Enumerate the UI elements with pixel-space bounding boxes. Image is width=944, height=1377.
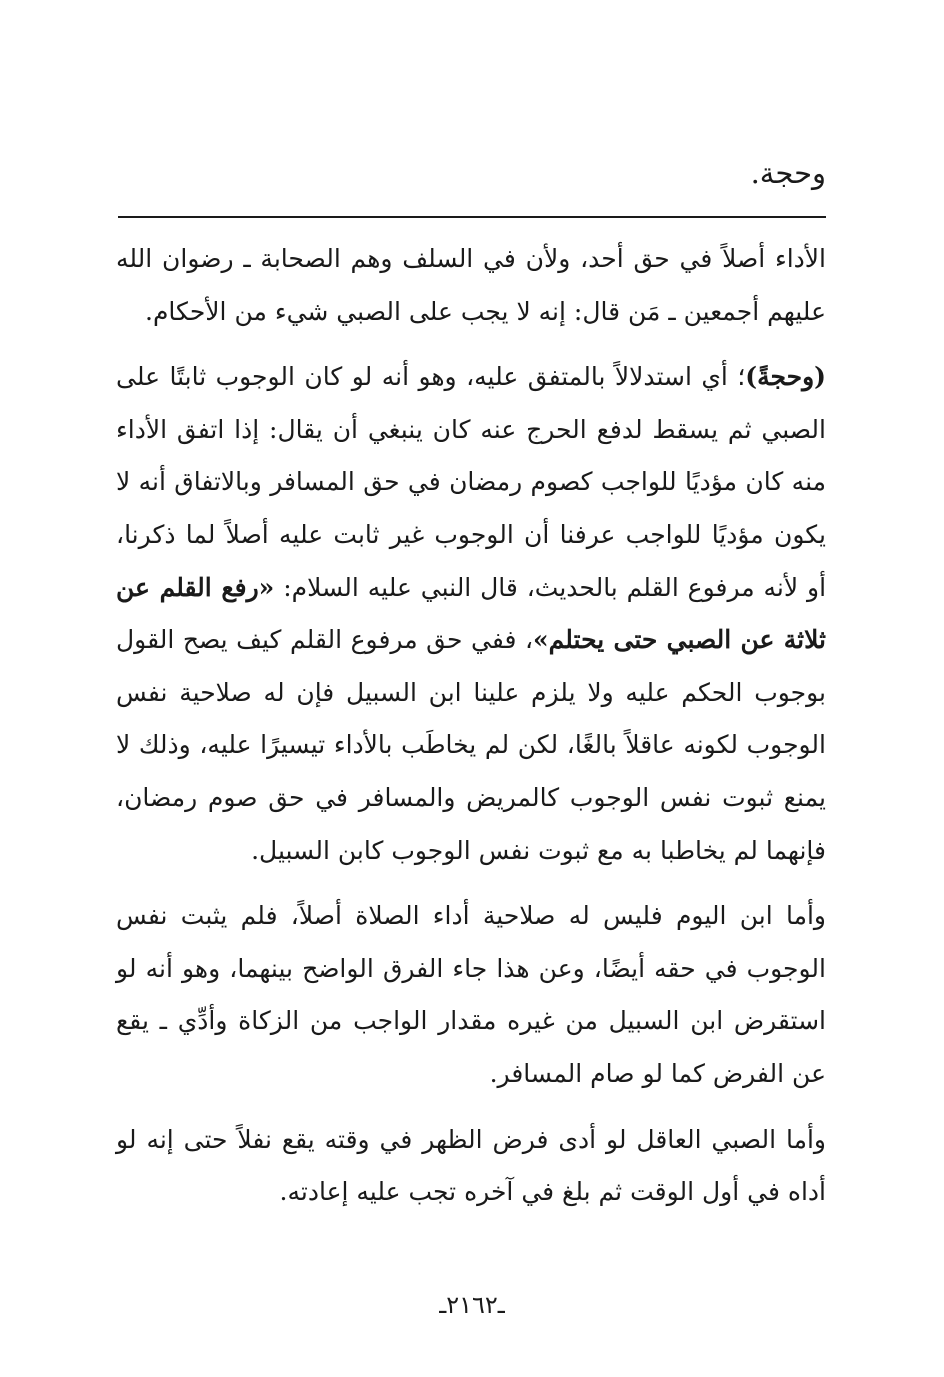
text-line: الصبي ثم يسقط لدفع الحرج عنه كان ينبغي أن يقال: إذا اتفق الأداء منه كان [116,414,827,497]
text-line: الوجوب في حقه أيضًا، وعن هذا جاء الفرق الواضح بينهما، وهو أنه لو [116,953,826,983]
paragraph-4 [116,1114,826,1219]
text-line: وأما الصبي العاقل لو أدى فرض الظهر في وقته يقع نفلاً حتى إنه لو أداه [116,1124,826,1207]
text-line: الأداء أصلاً في حق أحد، ولأن في السلف وهم الصحابة ـ رضوان الله عليهم [116,244,826,326]
text-line: ؛ أي استدلالاً بالمتفق عليه، وهو أنه لو كان الوجوب ثابتًا على [116,362,746,392]
text-line: بالحديث، قال النبي عليه السلام: [283,572,618,602]
paragraph-2 [116,351,826,877]
matn-text: وحجة. [750,156,826,190]
paragraph-1 [116,233,826,338]
hadith-quote: «رفع القلم عن ثلاثة عن الصبي حتى يحتلم» [116,572,826,655]
text-line: وأما ابن اليوم فليس له صلاحية أداء الصلاة أصلاً، فلم يثبت نفس [116,901,826,931]
page-number: ـ٢١٦٢ـ [439,1291,505,1319]
text-line: للواجب عرفنا أن الوجوب غير ثابت عليه أصلاً لما ذكرنا، أو لأنه مرفوع القلم [116,519,827,602]
text-line: كالمريض والمسافر في حق صوم رمضان، فإنهما لم يخاطبا به مع ثبوت نفس [116,782,826,865]
text-line: في أول الوقت ثم بلغ في آخره تجب عليه إعادته. [279,1177,780,1207]
bold-term: (وحجةً) [745,362,826,392]
text-line: مؤديًا للواجب كصوم رمضان في حق المسافر وبالاتفاق أنه لا يكون مؤديًا [116,467,826,549]
text-line: الفرض كما لو صام المسافر. [489,1058,785,1088]
separator-rule [118,216,826,218]
text-line: أجمعين ـ مَن قال: إنه لا يجب على الصبي شيء من الأحكام. [145,296,760,326]
text-line: لكن لم يخاطَب بالأداء تيسيرًا عليه، وذلك لا يمنع ثبوت نفس الوجوب [116,730,826,812]
text-line: ، ففي حق مرفوع القلم كيف يصح القول بوجوب الحكم عليه ولا [116,625,826,707]
text-line: استقرض ابن السبيل من غيره مقدار الواجب من الزكاة وأدِّي ـ يقع عن [116,1006,826,1088]
text-line: يلزم علينا ابن السبيل فإن له صلاحية نفس الوجوب لكونه عاقلاً بالغًا، [116,677,826,760]
text-line: الوجوب كابن السبيل. [251,835,471,865]
paragraph-3 [116,890,826,1100]
commentary-body [116,233,826,1232]
